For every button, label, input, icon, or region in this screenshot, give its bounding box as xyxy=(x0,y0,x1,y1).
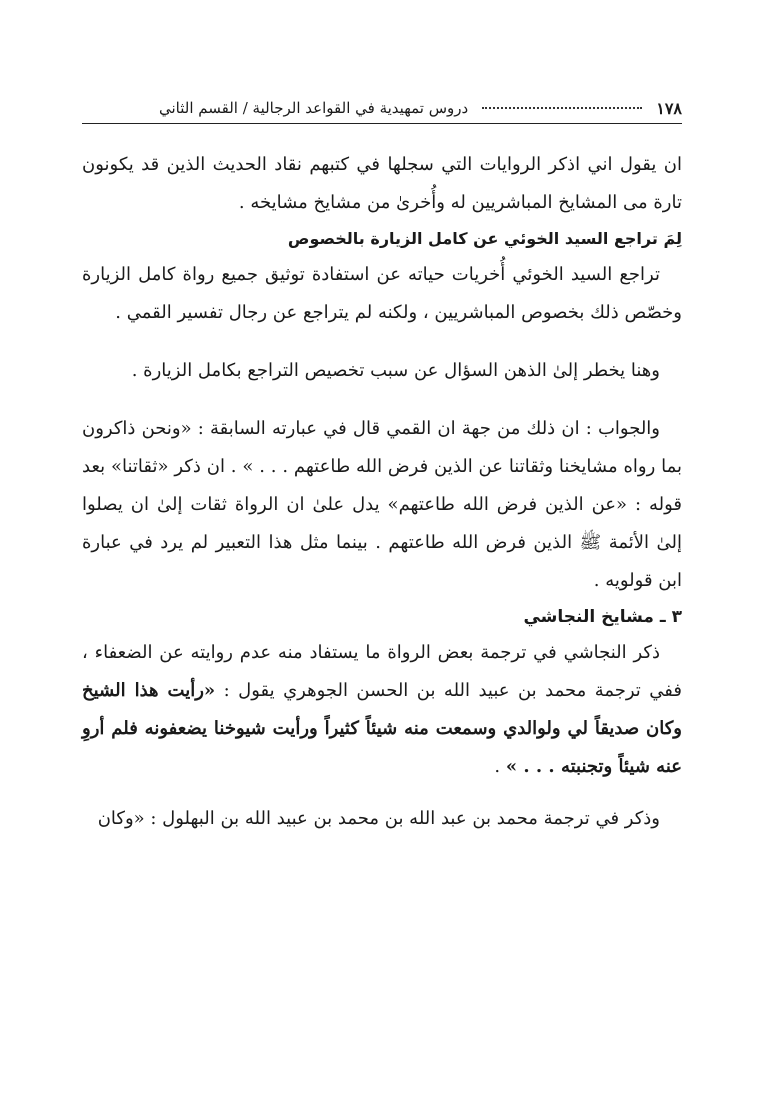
paragraph-2: تراجع السيد الخوئي أُخريات حياته عن استفادة توثيق جميع رواة كامل الزيارة وخصّص ذلك بخصوص المباشريين ، ولكنه لم يتراجع عن رجال تفسير القمي . xyxy=(82,264,682,323)
paragraph-6: وذكر في ترجمة محمد بن عبد الله بن محمد بن عبيد الله بن البهلول : «وكان xyxy=(97,808,660,829)
paragraph-4: والجواب : ان ذلك من جهة ان القمي قال في عبارته السابقة : «ونحن ذاكرون بما رواه مشايخنا وثقاتنا عن الذين فرض الله طاعتهم . . . » . ان ذكر «ثقاتنا» بعد قوله : «عن الذين فرض الله طاعتهم» يدل علىٰ ان الرواة ثقات إلىٰ ان يصلوا إلىٰ الأئمة ﷺ الذين فرض الله طاعتهم . بينما مثل هذا التعبير لم يرد في عبارة ابن قولويه . xyxy=(82,418,682,591)
page-number: ١٧٨ xyxy=(656,98,682,118)
section-heading-khoei: لِمَ تراجع السيد الخوئي عن كامل الزيارة بالخصوص xyxy=(287,229,682,248)
section-heading-najashi: ٣ ـ مشايخ النجاشي xyxy=(523,607,682,627)
running-title: دروس تمهيدية في القواعد الرجالية / القسم الثاني xyxy=(158,99,469,117)
paragraph-3: وهنا يخطر إلىٰ الذهن السؤال عن سبب تخصيص التراجع بكامل الزيارة . xyxy=(131,360,660,381)
header-dot-leader xyxy=(482,107,642,109)
page-header xyxy=(82,93,682,124)
paragraph-5-end: . xyxy=(494,756,506,777)
page-body xyxy=(82,146,682,838)
paragraph-5-quote: «رأيت هذا الشيخ وكان صديقاً لي ولوالدي وسمعت منه شيئاً كثيراً ورأيت شيوخنا يضعفونه فلم أروِ عنه شيئاً وتجنبته . . . » xyxy=(82,680,682,777)
paragraph-1: ان يقول اني اذكر الروايات التي سجلها في كتبهم نقاد الحديث الذين قد يكونون تارة مى المشايخ المباشريين له وأُخرىٰ من مشايخ مشايخه . xyxy=(82,154,682,213)
paragraph-5-intro: ذكر النجاشي في ترجمة بعض الرواة ما يستفاد منه عدم روايته عن الضعفاء ، ففي ترجمة محمد بن عبيد الله بن الحسن الجوهري يقول : xyxy=(82,642,682,701)
paragraph-5 xyxy=(82,634,682,786)
